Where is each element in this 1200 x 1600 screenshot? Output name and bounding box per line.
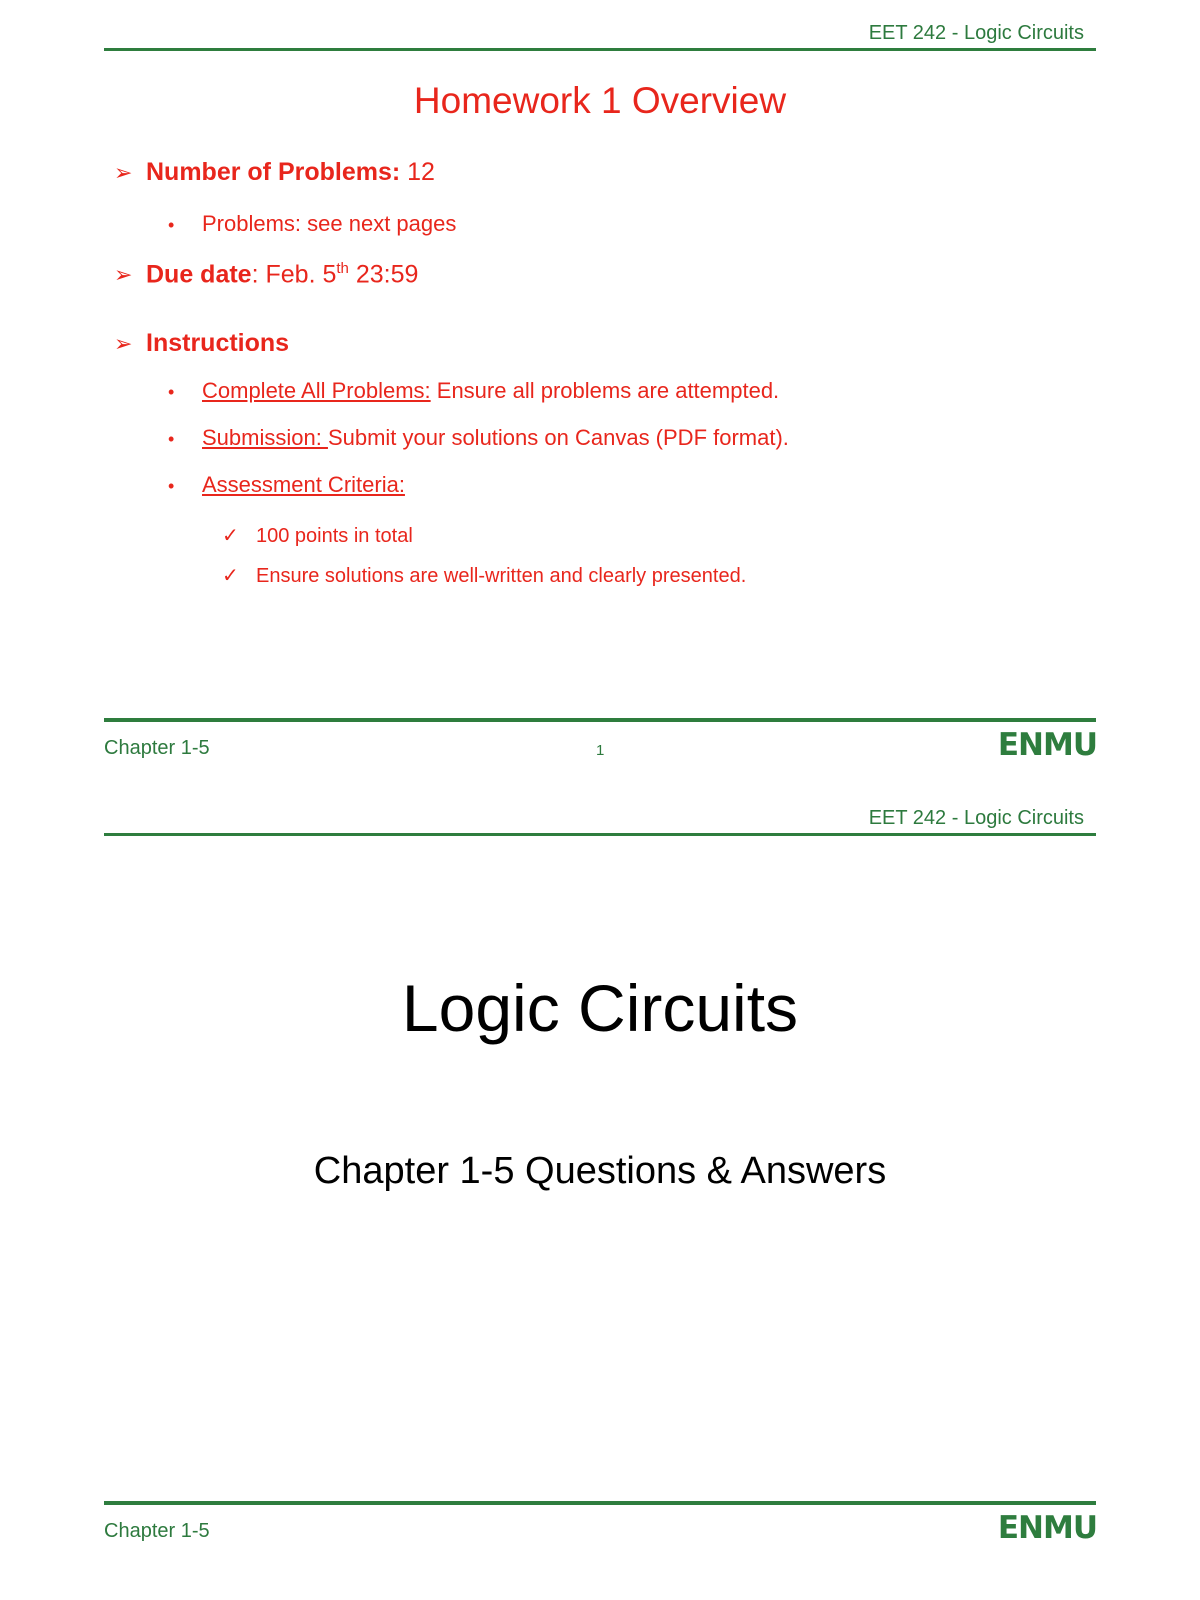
footer-divider (104, 1501, 1096, 1505)
criteria-item (222, 563, 746, 588)
footer-chapter: Chapter 1-5 (104, 1520, 210, 1542)
arrow-bullet-icon: ➢ (114, 332, 133, 357)
due-date-time: 23:59 (348, 260, 419, 289)
footer-divider (104, 718, 1096, 722)
dot-bullet-icon: • (168, 476, 175, 496)
number-of-problems-label: Number of Problems: (146, 158, 401, 186)
instruction-text: Submit your solutions on Canvas (PDF format). (327, 425, 789, 450)
footer-chapter: Chapter 1-5 (104, 737, 210, 759)
number-of-problems-value: 12 (400, 158, 435, 186)
header-divider (104, 833, 1096, 836)
enmu-logo: ENMU (997, 1510, 1097, 1546)
due-date-date: Feb. 5 (265, 260, 337, 289)
problems-subitem-text: Problems: see next pages (202, 211, 457, 236)
arrow-bullet-icon: ➢ (114, 263, 133, 289)
subtitle: Chapter 1-5 Questions & Answers (313, 1150, 887, 1192)
instruction-submission (168, 425, 789, 451)
header-course-title: EET 242 - Logic Circuits (868, 22, 1084, 44)
due-date-item (114, 260, 418, 289)
header-divider (104, 48, 1096, 51)
main-title: Logic Circuits (401, 971, 799, 1045)
dot-bullet-icon: • (168, 215, 175, 235)
dot-bullet-icon: • (168, 382, 175, 402)
checkmark-icon: ✓ (222, 563, 239, 587)
dot-bullet-icon: • (168, 429, 175, 449)
checkmark-icon: ✓ (222, 523, 239, 547)
instructions-item (114, 329, 289, 358)
instruction-assessment (168, 472, 405, 498)
instruction-text: Ensure all problems are attempted. (430, 378, 780, 403)
criteria-text: Ensure solutions are well-written and clearly presented. (256, 565, 747, 587)
problems-subitem (168, 211, 456, 237)
due-date-label: Due date (146, 260, 252, 289)
instructions-label: Instructions (146, 329, 290, 357)
slide-title-page (0, 800, 1200, 1600)
criteria-text: 100 points in total (256, 525, 413, 547)
header-course-title: EET 242 - Logic Circuits (868, 807, 1084, 829)
arrow-bullet-icon: ➢ (114, 161, 133, 186)
instruction-head: Assessment Criteria: (202, 472, 405, 497)
due-date-colon: : (251, 260, 266, 289)
enmu-logo: ENMU (997, 727, 1097, 763)
criteria-item (222, 523, 413, 548)
due-date-suffix: th (336, 260, 349, 277)
instruction-head: Submission: (202, 425, 328, 450)
instruction-head: Complete All Problems: (202, 378, 431, 403)
number-of-problems-item (114, 158, 435, 187)
slide-title: Homework 1 Overview (413, 80, 787, 121)
page-number: 1 (596, 742, 605, 759)
instruction-complete-problems (168, 378, 779, 404)
